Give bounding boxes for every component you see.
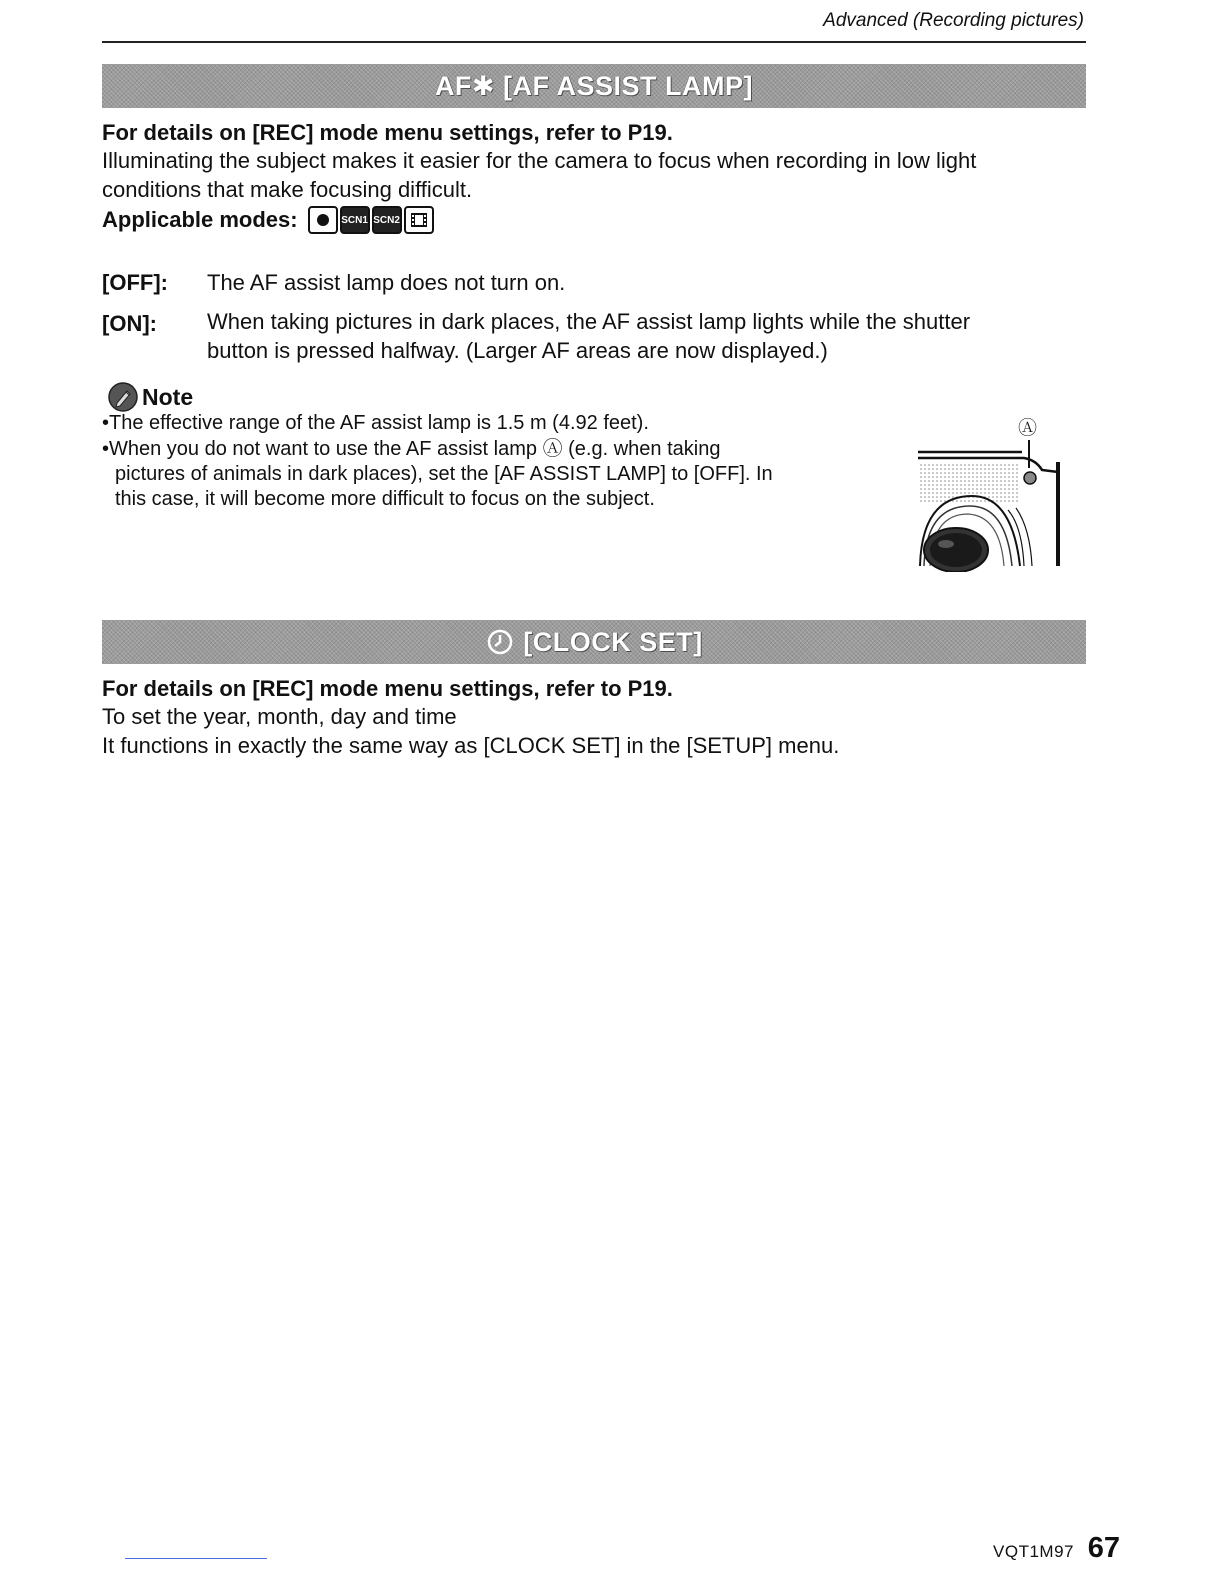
document-code: VQT1M97 <box>993 1542 1074 1561</box>
page-number: 67 <box>1087 1532 1120 1564</box>
note-bullet-2-line2: pictures of animals in dark places), set the [AF ASSIST LAMP] to [OFF]. In <box>115 463 773 485</box>
clock-details-reference: For details on [REC] mode menu settings, refer to P19. <box>102 676 673 701</box>
af-details-reference: For details on [REC] mode menu settings, refer to P19. <box>102 120 673 145</box>
scene-mode-1-icon: SCN1 <box>340 206 370 234</box>
motion-picture-mode-icon <box>404 206 434 234</box>
film-icon <box>410 212 428 228</box>
scene-mode-2-icon: SCN2 <box>372 206 402 234</box>
option-on-label: [ON]: <box>102 311 157 336</box>
footer-line <box>125 1558 267 1559</box>
clock-set-banner <box>102 620 1086 664</box>
note-header <box>108 382 193 412</box>
applicable-modes-row <box>102 206 434 234</box>
camera-front-icon <box>912 416 1072 572</box>
figure-callout-a: Ⓐ <box>1018 418 1038 439</box>
applicable-modes-label: Applicable modes: <box>102 207 298 232</box>
note-bullet-1: •The effective range of the AF assist lamp is 1.5 m (4.92 feet). <box>102 412 649 434</box>
normal-picture-mode-icon <box>308 206 338 234</box>
section-title: Advanced (Recording pictures) <box>823 10 1084 31</box>
clock-description-line2: It functions in exactly the same way as [CLOCK SET] in the [SETUP] menu. <box>102 733 840 758</box>
option-off-text: The AF assist lamp does not turn on. <box>207 270 566 295</box>
option-on-text-line1: When taking pictures in dark places, the AF assist lamp lights while the shutter <box>207 309 971 334</box>
clock-description-line1: To set the year, month, day and time <box>102 704 457 729</box>
option-on-text-line2: button is pressed halfway. (Larger AF areas are now displayed.) <box>207 338 828 363</box>
option-off-label: [OFF]: <box>102 270 168 295</box>
camera-lamp-figure <box>912 416 1072 572</box>
af-assist-lamp-banner <box>102 64 1086 108</box>
af-description-line1: Illuminating the subject makes it easier for the camera to focus when recording in low light <box>102 148 977 173</box>
note-pencil-icon <box>108 382 138 412</box>
note-bullet-2-line3: this case, it will become more difficult to focus on the subject. <box>115 488 655 510</box>
af-description-line2: conditions that make focusing difficult. <box>102 177 473 202</box>
note-bullet-2-line1: •When you do not want to use the AF assist lamp Ⓐ (e.g. when taking <box>102 438 721 460</box>
header-divider <box>102 41 1086 43</box>
clock-set-title: [CLOCK SET] <box>523 626 703 657</box>
note-title: Note <box>142 383 194 410</box>
clock-icon <box>485 627 515 657</box>
mode-icons <box>308 206 434 234</box>
af-assist-lamp-title: AF✱ [AF ASSIST LAMP] <box>434 70 754 101</box>
